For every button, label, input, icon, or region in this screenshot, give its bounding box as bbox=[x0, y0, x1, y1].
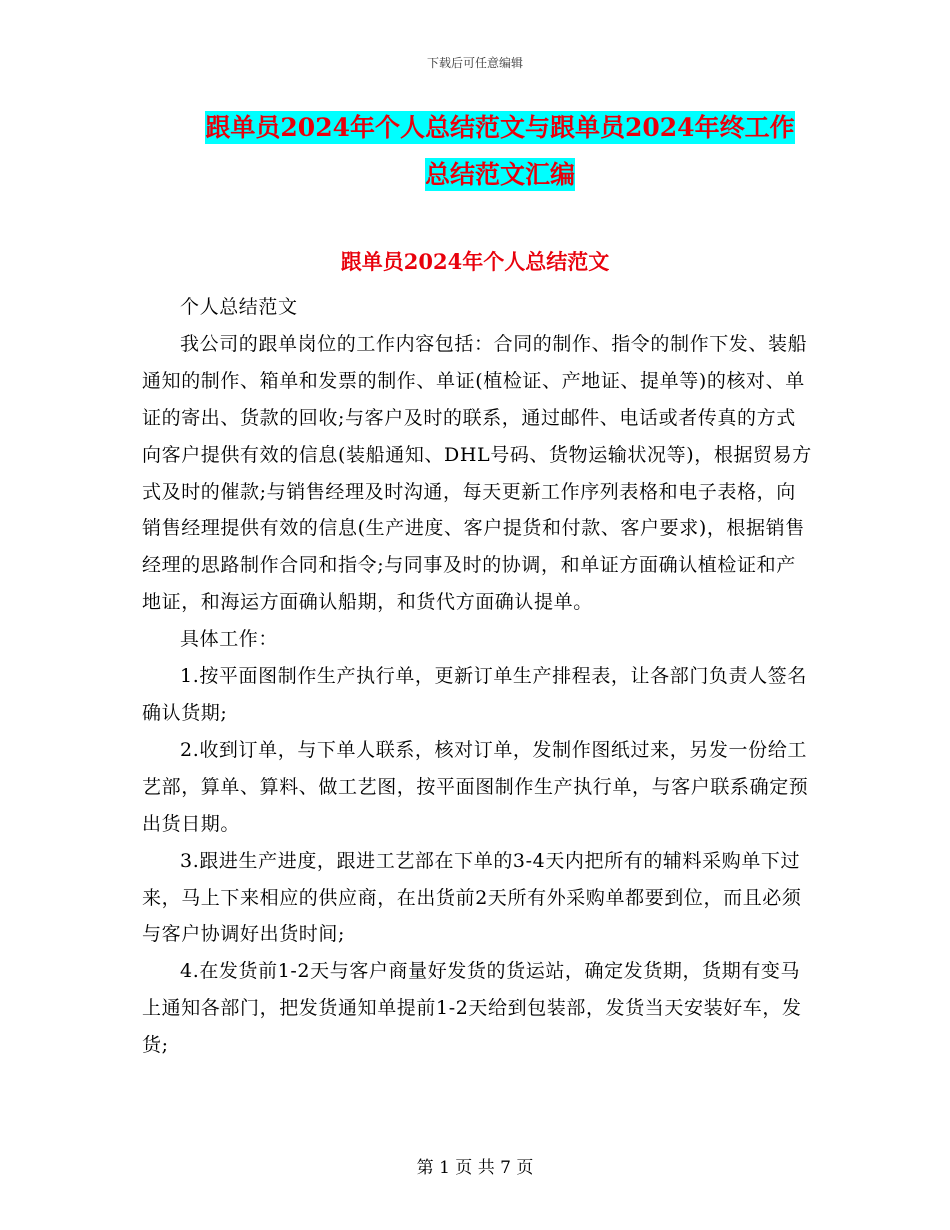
document-title-line-2: 总结范文汇编 bbox=[424, 160, 575, 189]
document-title-line-1: 跟单员2024年个人总结范文与跟单员2024年终工作 bbox=[205, 113, 795, 142]
paragraph: 1.按平面图制作生产执行单，更新订单生产排程表，让各部门负责人签名确认货期; bbox=[142, 665, 807, 724]
paragraph: 4.在发货前1-2天与客户商量好发货的货运站，确定发货期，货期有变马上通知各部门，把发货通知单提前1-2天给到包装部，发货当天安装好车，发货; bbox=[142, 960, 802, 1057]
page-number: 第 1 页 共 7 页 bbox=[416, 1158, 534, 1178]
header-note: 下载后可任意编辑 bbox=[426, 56, 523, 70]
paragraph: 2.收到订单，与下单人联系，核对订单，发制作图纸过来，另发一份给工艺部，算单、算料、做工艺图，按平面图制作生产执行单，与客户联系确定预出货日期。 bbox=[142, 738, 809, 835]
paragraph: 个人总结范文 bbox=[180, 296, 298, 318]
document-title bbox=[180, 104, 820, 198]
body-text bbox=[142, 289, 814, 1064]
paragraph: 具体工作： bbox=[180, 628, 279, 651]
paragraph: 我公司的跟单岗位的工作内容包括：合同的制作、指令的制作下发、装船通知的制作、箱单和发票的制作、单证(植检证、产地证、提单等)的核对、单证的寄出、货款的回收;与客户及时的联系，通过邮件、电话或者传真的方式向客户提供有效的信息(装船通知、DHL号码、货物运输状况等)，根据贸易方式及时的催款;与销售经理及时沟通，每天更新工作序列表格和电子表格，向销售经理提供有效的信息(生产进度、客户提货和付款、客户要求)，根据销售经理的思路制作合同和指令;与同事及时的协调，和单证方面确认植检证和产地证，和海运方面确认船期，和货代方面确认提单。 bbox=[142, 332, 812, 614]
section-title: 跟单员2024年个人总结范文 bbox=[340, 249, 610, 274]
paragraph: 3.跟进生产进度，跟进工艺部在下单的3-4天内把所有的辅料采购单下过来，马上下来相应的供应商，在出货前2天所有外采购单都要到位，而且必须与客户协调好出货时间; bbox=[142, 849, 802, 946]
